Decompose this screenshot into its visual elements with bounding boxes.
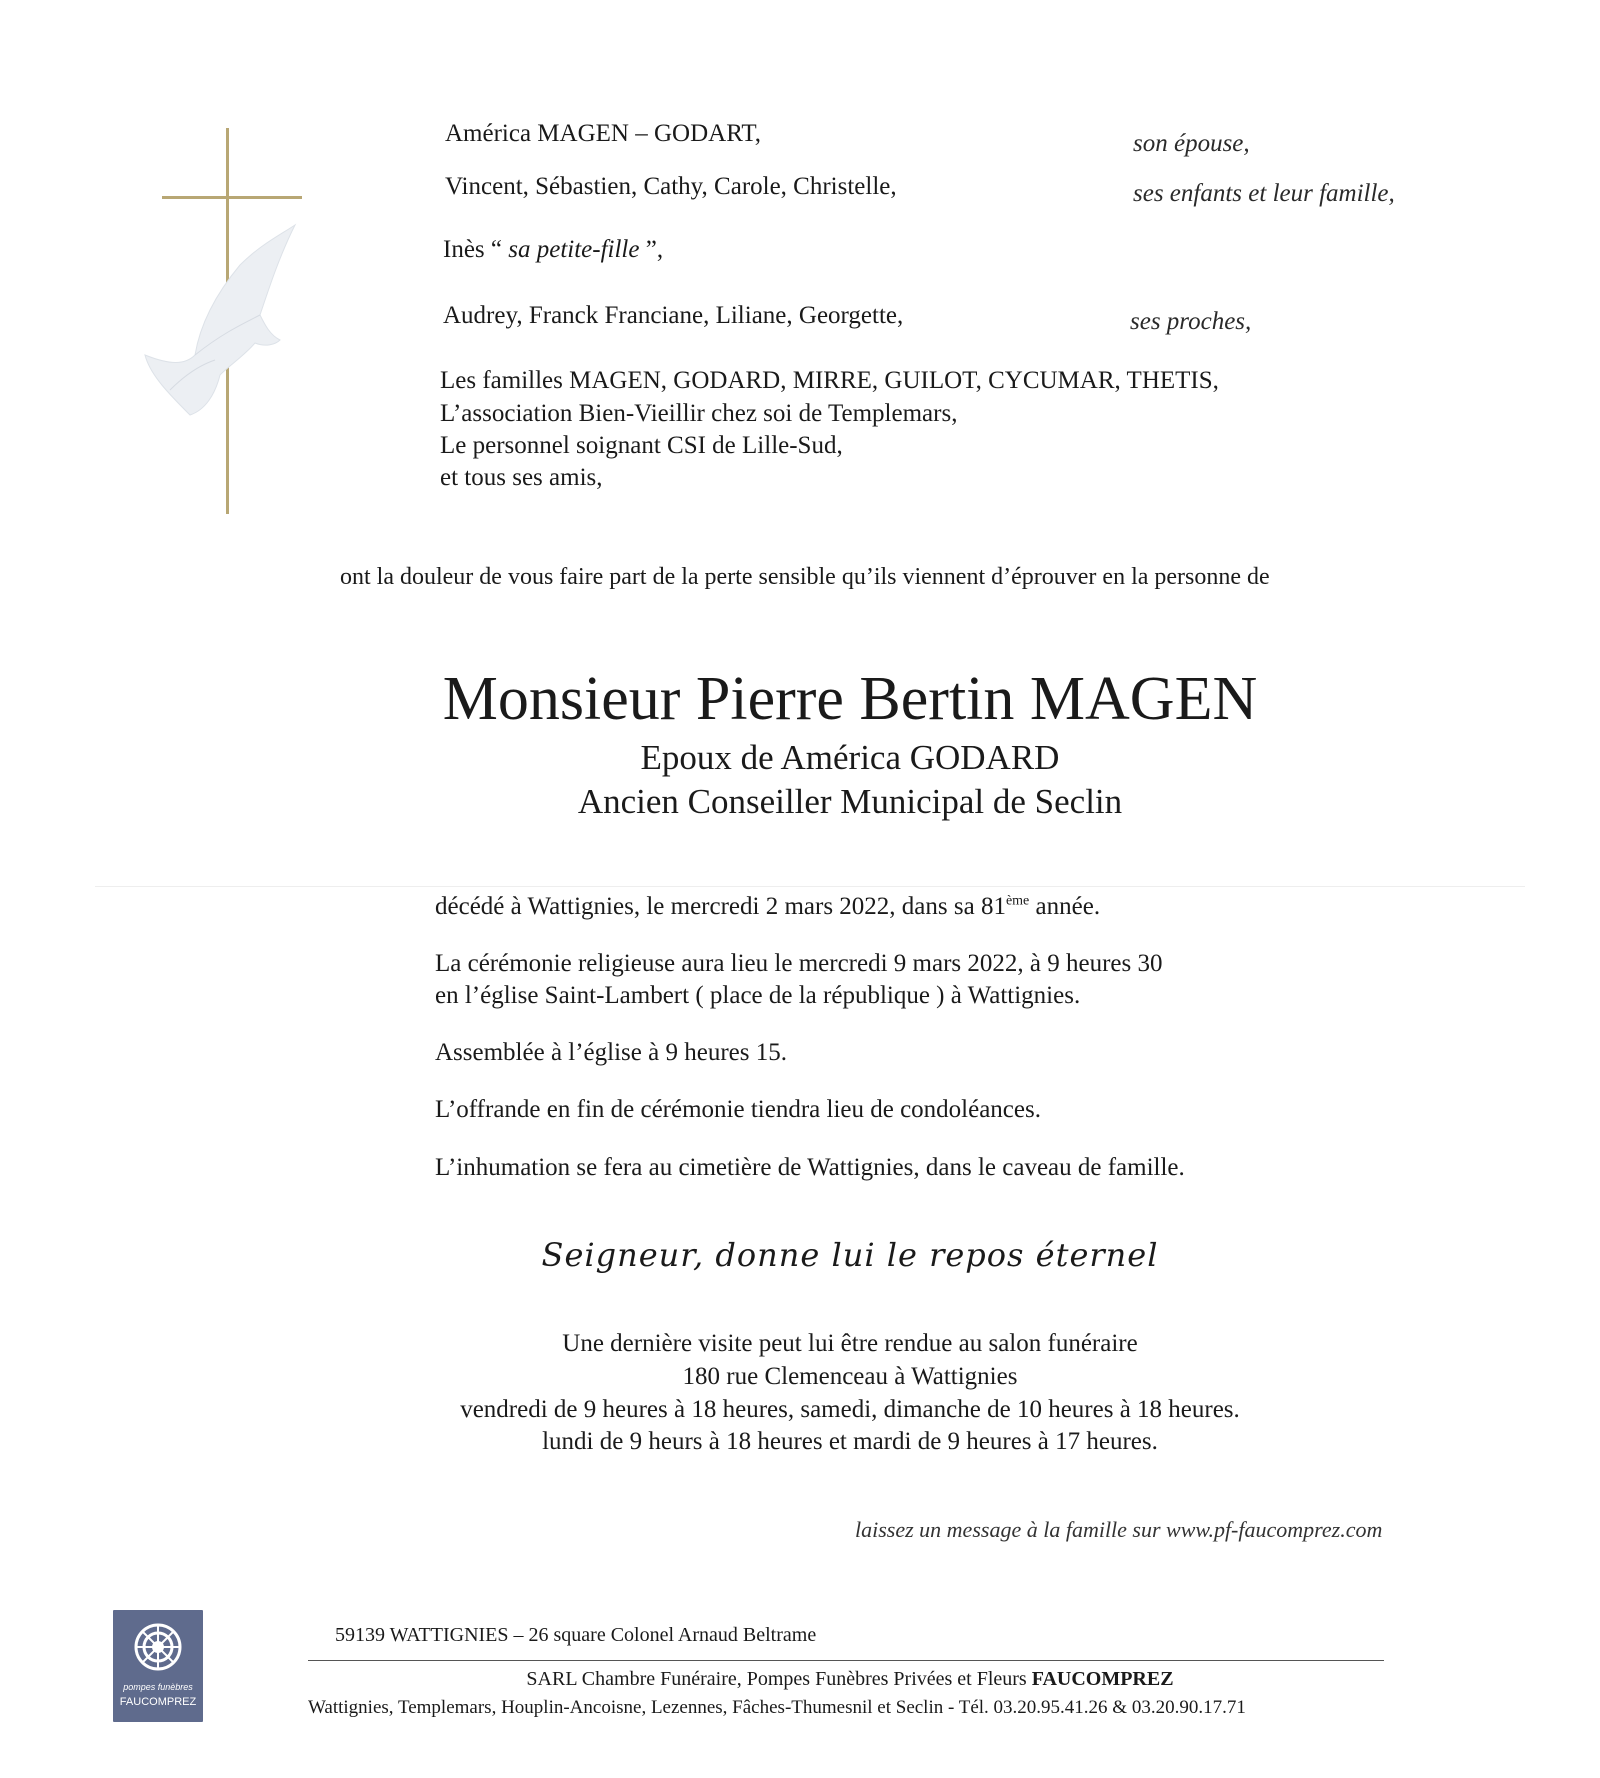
death-text: décédé à Wattignies, le mercredi 2 mars 2022, dans sa 81 (435, 893, 1006, 920)
family-line3-italic: sa petite-fille (508, 236, 640, 263)
family-line3-suffix: ”, (645, 236, 664, 263)
footer-towns-phones: Wattignies, Templemars, Houplin-Ancoisne, Lezennes, Fâches-Thumesnil et Seclin - Tél. 03.20.95.41.26 & 03.20.90.17.71 (308, 1697, 1246, 1718)
family-names-line3 (443, 236, 663, 264)
deceased-subtitle-1: Epoux de América GODARD (640, 738, 1060, 777)
company-logo (113, 1610, 203, 1722)
death-ordinal: ème (1005, 893, 1030, 909)
footer-divider (308, 1660, 1384, 1661)
ceremony-line-1: La cérémonie religieuse aura lieu le mercredi 9 mars 2022, à 9 heures 30 (435, 950, 1163, 977)
family-relation-line2: ses enfants et leur famille, (1133, 180, 1395, 207)
family-others-3: Le personnel soignant CSI de Lille-Sud, (440, 432, 843, 459)
footer-company (0, 1668, 1600, 1691)
family-line3-prefix: Inès “ (443, 236, 502, 263)
prayer-text: Seigneur, donne lui le repos éternel (541, 1236, 1159, 1274)
family-others-2: L’association Bien-Vieillir chez soi de Templemars, (440, 400, 958, 427)
deceased-name: Monsieur Pierre Bertin MAGEN (442, 665, 1258, 733)
visit-line-1: Une dernière visite peut lui être rendue au salon funéraire (562, 1330, 1138, 1357)
deceased-subtitle-2: Ancien Conseiller Municipal de Seclin (577, 782, 1123, 821)
ceremony-line-2: en l’église Saint-Lambert ( place de la république ) à Wattignies. (435, 982, 1081, 1009)
death-details (435, 893, 1100, 921)
separator-faint (95, 886, 1525, 887)
family-others-1: Les familles MAGEN, GODARD, MIRRE, GUILOT, CYCUMAR, THETIS, (440, 367, 1219, 394)
logo-line-1: pompes funèbres (123, 1682, 193, 1692)
family-names-line4: Audrey, Franck Franciane, Liliane, Georgette, (443, 302, 904, 329)
family-relation-line1: son épouse, (1133, 130, 1250, 157)
cross-horizontal (162, 196, 302, 199)
announcement-text: ont la douleur de vous faire part de la perte sensible qu’ils viennent d’éprouver en la personne de (340, 564, 1270, 590)
visit-line-2: 180 rue Clemenceau à Wattignies (682, 1363, 1018, 1390)
company-name: FAUCOMPREZ (1031, 1668, 1174, 1690)
footer-address: 59139 WATTIGNIES – 26 square Colonel Arnaud Beltrame (335, 1624, 817, 1646)
family-relation-line4: ses proches, (1130, 308, 1252, 335)
visit-line-3: vendredi de 9 heures à 18 heures, samedi, dimanche de 10 heures à 18 heures. (460, 1396, 1240, 1423)
death-suffix: année. (1029, 893, 1101, 920)
visit-line-4: lundi de 9 heurs à 18 heures et mardi de 9 heures à 17 heures. (542, 1428, 1158, 1455)
dove-icon (130, 215, 300, 435)
rosette-icon (133, 1622, 183, 1672)
assembly-text: Assemblée à l’église à 9 heures 15. (435, 1039, 787, 1066)
family-names-line1: América MAGEN – GODART, (445, 120, 762, 147)
logo-line-2: FAUCOMPREZ (119, 1696, 197, 1708)
offering-text: L’offrande en fin de cérémonie tiendra lieu de condoléances. (435, 1096, 1041, 1123)
company-text: SARL Chambre Funéraire, Pompes Funèbres Privées et Fleurs (526, 1668, 1032, 1690)
burial-text: L’inhumation se fera au cimetière de Wattignies, dans le caveau de famille. (435, 1154, 1185, 1181)
family-others-4: et tous ses amis, (440, 464, 603, 491)
family-names-line2: Vincent, Sébastien, Cathy, Carole, Christelle, (445, 173, 897, 200)
online-message: laissez un message à la famille sur www.pf-faucomprez.com (855, 1517, 1383, 1542)
